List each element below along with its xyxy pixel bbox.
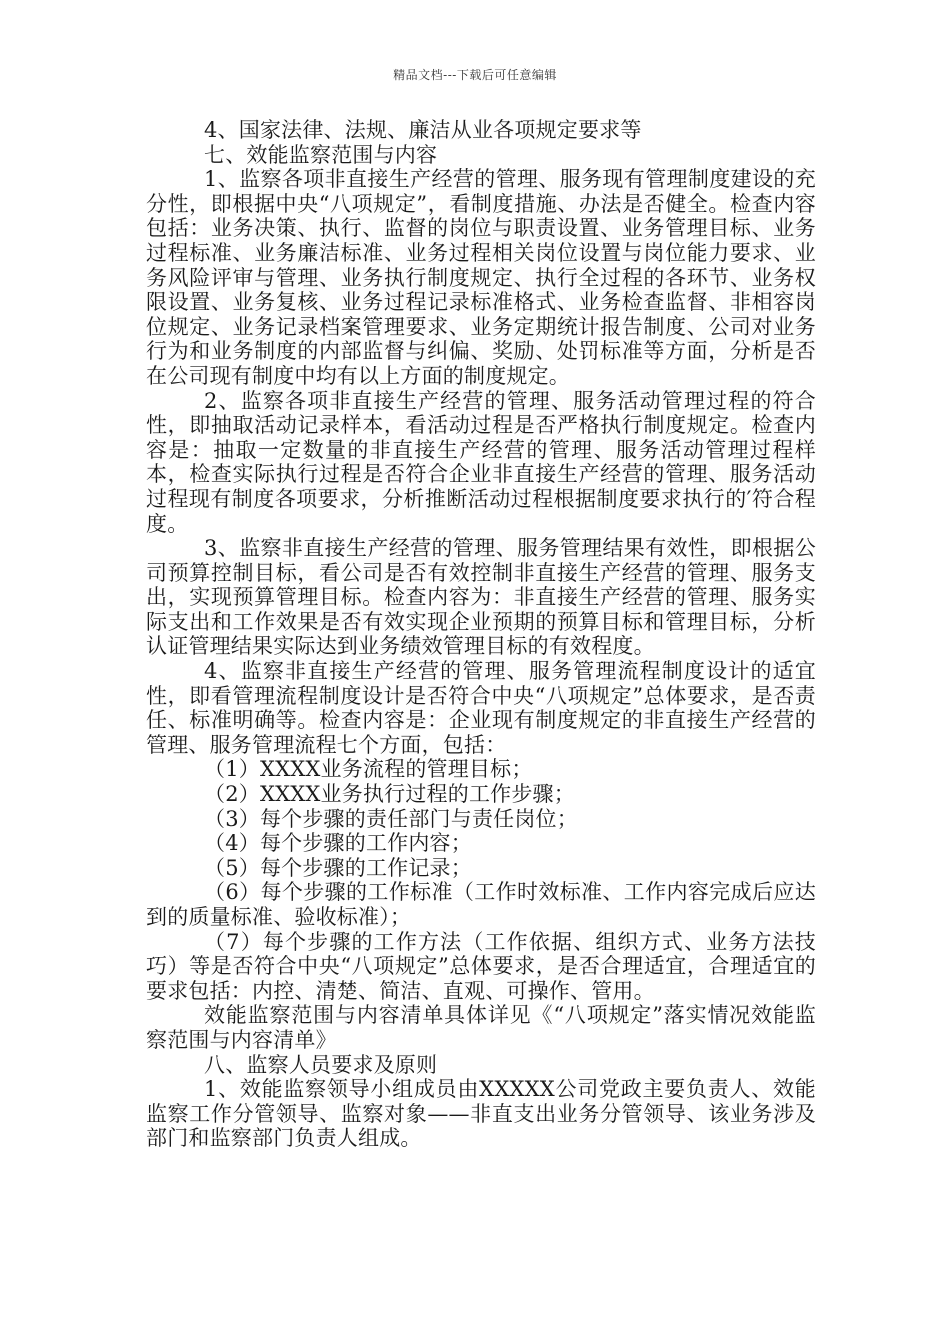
list-item-6: （6）每个步骤的工作标准（工作时效标准、工作内容完成后应达到的质量标准、验收标准）； — [146, 880, 816, 929]
list-item-1: （1）XXXX业务流程的管理目标； — [204, 757, 533, 782]
paragraph-item-3: 3、监察非直接生产经营的管理、服务管理结果有效性，即根据公司预算控制目标，看公司是否有效控制非直接生产经营的管理、服务支出，实现预算管理目标。检查内容为：非直接生产经营的管理、服务实际支出和工作效果是否有效实现企业预期的预算目标和管理目标，分析认证管理结果实际达到业务绩效管理目标的有效程度。 — [146, 536, 816, 659]
section-heading-8: 八、监察人员要求及原则 — [204, 1052, 438, 1077]
document-body — [146, 118, 816, 1151]
paragraph-checklist-reference: 效能监察范围与内容清单具体详见《“八项规定”落实情况效能监察范围与内容清单》 — [146, 1003, 816, 1052]
list-item-5: （5）每个步骤的工作记录； — [204, 855, 472, 880]
list-item-3: （3）每个步骤的责任部门与责任岗位； — [204, 806, 578, 831]
section-heading-7: 七、效能监察范围与内容 — [204, 142, 438, 167]
paragraph-leadership-group: 1、效能监察领导小组成员由XXXXX公司党政主要负责人、效能监察工作分管领导、监察对象——非直支出业务分管领导、该业务涉及部门和监察部门负责人组成。 — [146, 1077, 816, 1151]
list-item-2: （2）XXXX业务执行过程的工作步骤； — [204, 782, 575, 807]
paragraph-item-2: 2、监察各项非直接生产经营的管理、服务活动管理过程的符合性，即抽取活动记录样本，看活动过程是否严格执行制度规定。检查内容是：抽取一定数量的非直接生产经营的管理、服务活动管理过程样本，检查实际执行过程是否符合企业非直接生产经营的管理、服务活动过程现有制度各项要求，分析推断活动过程根据制度要求执行的′符合程度。 — [146, 388, 816, 536]
page-header: 精品文档---下载后可任意编辑 — [393, 68, 557, 82]
paragraph-item-4: 4、监察非直接生产经营的管理、服务管理流程制度设计的适宜性，即看管理流程制度设计是否符合中央“八项规定”总体要求，是否责任、标准明确等。检查内容是：企业现有制度规定的非直接生产经营的管理、服务管理流程七个方面，包括： — [146, 659, 816, 757]
paragraph-item-1: 1、监察各项非直接生产经营的管理、服务现有管理制度建设的充分性，即根据中央“八项规定”，看制度措施、办法是否健全。检查内容包括：业务决策、执行、监督的岗位与职责设置、业务管理目标、业务过程标准、业务廉洁标准、业务过程相关岗位设置与岗位能力要求、业务风险评审与管理、业务执行制度规定、执行全过程的各环节、业务权限设置、业务复核、业务过程记录标准格式、业务检查监督、非相容岗位规定、业务记录档案管理要求、业务定期统计报告制度、公司对业务行为和业务制度的内部监督与纠偏、奖励、处罚标准等方面，分析是否在公司现有制度中均有以上方面的制度规定。 — [146, 167, 816, 388]
list-item-7: （7）每个步骤的工作方法（工作依据、组织方式、业务方法技巧）等是否符合中央“八项规定”总体要求，是否合理适宜，合理适宜的要求包括：内控、清楚、简洁、直观、可操作、管用。 — [146, 929, 816, 1003]
paragraph-law-requirements: 4、国家法律、法规、廉洁从业各项规定要求等 — [204, 118, 642, 142]
list-item-4: （4）每个步骤的工作内容； — [204, 831, 472, 856]
